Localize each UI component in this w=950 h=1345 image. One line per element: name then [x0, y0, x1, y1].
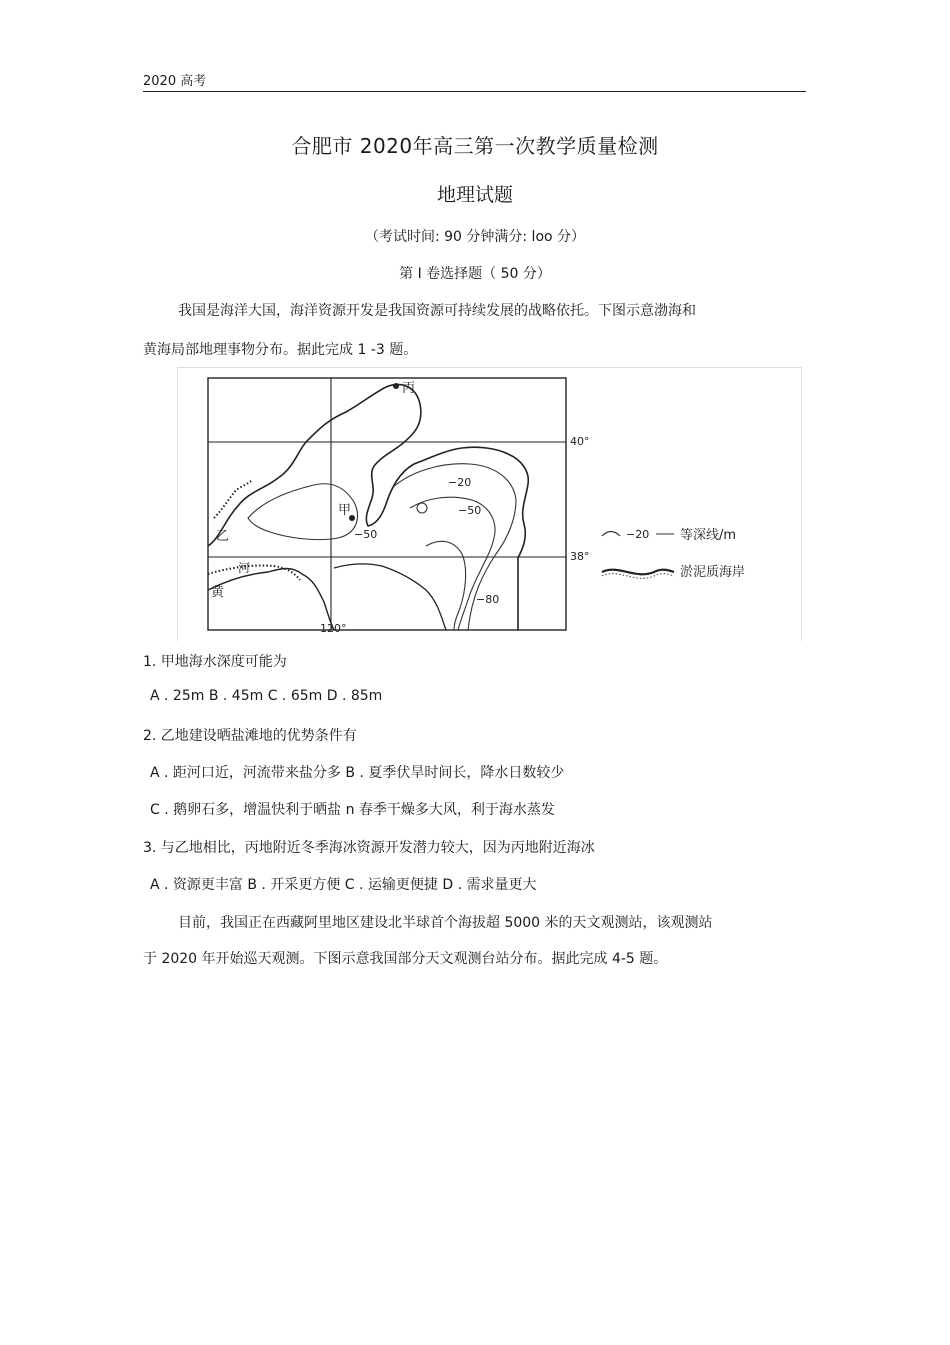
legend-isobath-sample-value: −20 — [626, 528, 650, 541]
question-2-stem: 2. 乙地建设晒盐滩地的优势条件有 — [143, 728, 357, 744]
intro-paragraph-line-1: 我国是海洋大国，海洋资源开发是我国资源可持续发展的战略依托。下图示意渤海和 — [178, 303, 696, 319]
label-lon-120: 120° — [320, 622, 347, 635]
page-header: 2020 高考 — [143, 74, 207, 89]
bohai-yellow-sea-map — [177, 367, 802, 641]
intro-2-line-1: 目前，我国正在西藏阿里地区建设北半球首个海拔超 5000 米的天文观测站，该观测站 — [178, 915, 713, 931]
isobath-50 — [410, 497, 495, 630]
question-3-options: A . 资源更丰富 B . 开采更方便 C . 运输更便捷 D . 需求量更大 — [150, 877, 537, 893]
legend-isobath-label: 等深线/m — [680, 528, 737, 543]
depth-label-50-east: −50 — [458, 504, 482, 517]
map-frame — [208, 378, 566, 630]
subject-title: 地理试题 — [436, 184, 513, 206]
label-he: 河 — [238, 561, 251, 575]
label-yi: 乙 — [216, 529, 230, 544]
exam-time-info: （考试时间: 90 分钟满分: loo 分） — [364, 229, 586, 245]
depth-label-80: −80 — [476, 593, 500, 606]
label-bing: 丙 — [402, 381, 416, 396]
isobath-small-loop — [417, 503, 427, 513]
question-1-options: A . 25m B . 45m C . 65m D . 85m — [150, 688, 383, 704]
label-huang: 黄 — [211, 585, 225, 600]
section-heading: 第 Ⅰ 卷选择题（ 50 分） — [399, 266, 551, 282]
intro-2-line-2: 于 2020 年开始巡天观测。下图示意我国部分天文观测台站分布。据此完成 4-5 题。 — [143, 951, 668, 967]
question-1-stem: 1. 甲地海水深度可能为 — [143, 654, 287, 670]
isobath-80 — [426, 541, 466, 630]
label-lat-40: 40° — [570, 435, 590, 448]
label-jia: 甲 — [338, 503, 352, 518]
bing-marker — [393, 383, 399, 389]
intro-paragraph-line-2: 黄海局部地理事物分布。据此完成 1 -3 题。 — [143, 342, 418, 358]
depth-label-20: −20 — [448, 476, 472, 489]
muddy-coast-south — [208, 565, 300, 580]
question-3-stem: 3. 与乙地相比，丙地附近冬季海冰资源开发潜力较大，因为丙地附近海冰 — [143, 840, 595, 856]
label-lat-38: 38° — [570, 550, 590, 563]
coastline-south — [208, 569, 334, 631]
legend-mud-coast-label: 淤泥质海岸 — [680, 565, 746, 580]
header-rule — [143, 91, 806, 92]
exam-title: 合肥市 2020年高三第一次教学质量检测 — [291, 134, 659, 158]
shandong-coast — [334, 564, 446, 630]
question-2-options-row-1: A . 距河口近，河流带来盐分多 B . 夏季伏旱时间长，降水日数较少 — [150, 765, 565, 781]
depth-label-50-west: −50 — [354, 528, 378, 541]
legend-isobath-sample-line — [602, 532, 620, 537]
question-2-options-row-2: C . 鹅卵石多，增温快利于晒盐 n 春季干燥多大风，利于海水蒸发 — [150, 802, 555, 818]
